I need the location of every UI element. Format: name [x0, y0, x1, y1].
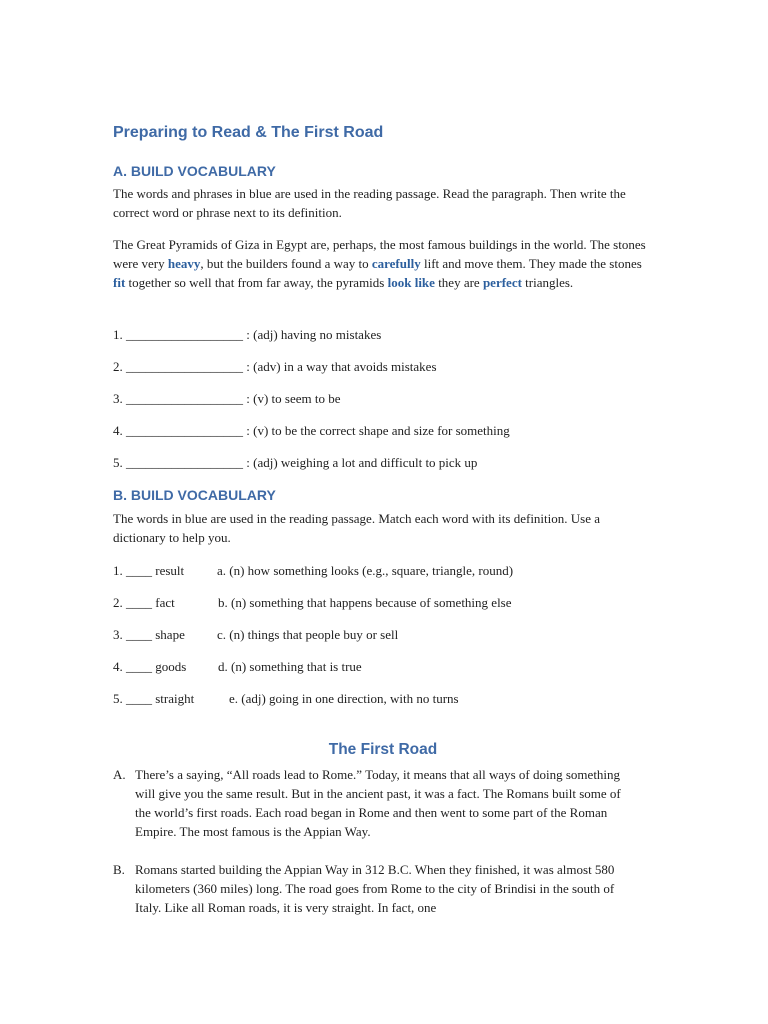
section-a-passage [113, 235, 653, 292]
passage-text: , but the builders found a way to [200, 256, 372, 271]
vocab-word: perfect [482, 275, 522, 290]
reading-title: The First Road [328, 741, 438, 758]
definition-item-5: 5. __________________ : (adj) weighing a lot and difficult to pick up [113, 455, 478, 470]
passage-text: together so well that from far away, the pyramids [125, 275, 388, 290]
definition-item-1: 1. __________________ : (adj) having no mistakes [113, 327, 382, 342]
match-word: 5. ____ straight [113, 691, 195, 706]
paragraph-letter: B. [113, 862, 125, 877]
match-word: 4. ____ goods [113, 659, 187, 674]
passage-text: The Great Pyramids of Giza in Egypt are, perhaps, the most famous buildings in the world. The stones were very [113, 237, 646, 271]
paragraph-text: Romans started building the Appian Way in 312 B.C. When they finished, it was almost 580 kilometers (360 miles) long. The road goes from Rome to the city of Brindisi in the south of Italy. Like all Roman roads, it is very straight. In fact, one [135, 862, 615, 915]
passage-text: lift and move them. They made the stones [420, 256, 642, 271]
vocab-word: carefully [371, 256, 421, 271]
match-definition: c. (n) things that people buy or sell [217, 627, 399, 642]
reading-paragraph-a [113, 765, 635, 841]
definition-item-2: 2. __________________ : (adv) in a way that avoids mistakes [113, 359, 437, 374]
match-row [113, 561, 514, 580]
paragraph-text: There’s a saying, “All roads lead to Rome.” Today, it means that all ways of doing something will give you the same result. But in the ancient past, it was a fact. The Romans built some of the world’s first roads. Each road began in Rome and then went to some part of the Roman Empire. The most famous is the Appian Way. [135, 767, 621, 839]
passage-text: they are [434, 275, 483, 290]
reading-paragraph-b [113, 860, 635, 917]
section-b-heading: B. BUILD VOCABULARY [113, 487, 276, 503]
match-word: 1. ____ result [113, 563, 185, 578]
section-b-instructions: The words in blue are used in the reading passage. Match each word with its definition. Use a dictionary to help you. [113, 511, 600, 545]
paragraph-letter: A. [113, 767, 126, 782]
match-definition: a. (n) how something looks (e.g., square, triangle, round) [217, 563, 514, 578]
match-word: 3. ____ shape [113, 627, 185, 642]
match-row [113, 625, 399, 644]
definition-item-3: 3. __________________ : (v) to seem to be [113, 391, 341, 406]
match-word: 2. ____ fact [113, 595, 175, 610]
vocab-word: fit [113, 275, 126, 290]
match-row [113, 657, 362, 676]
vocab-word: look like [387, 275, 435, 290]
section-a-instructions: The words and phrases in blue are used in the reading passage. Read the paragraph. Then write the correct word or phrase next to its definition. [113, 186, 626, 220]
vocab-word: heavy [167, 256, 201, 271]
match-definition: e. (adj) going in one direction, with no turns [229, 691, 459, 706]
match-definition: d. (n) something that is true [218, 659, 362, 674]
passage-text: triangles. [521, 275, 574, 290]
match-row [113, 593, 512, 612]
section-a-heading: A. BUILD VOCABULARY [113, 163, 276, 179]
match-row [113, 689, 459, 708]
definition-item-4: 4. __________________ : (v) to be the correct shape and size for something [113, 423, 510, 438]
page-title: Preparing to Read & The First Road [113, 124, 384, 141]
match-definition: b. (n) something that happens because of something else [218, 595, 512, 610]
